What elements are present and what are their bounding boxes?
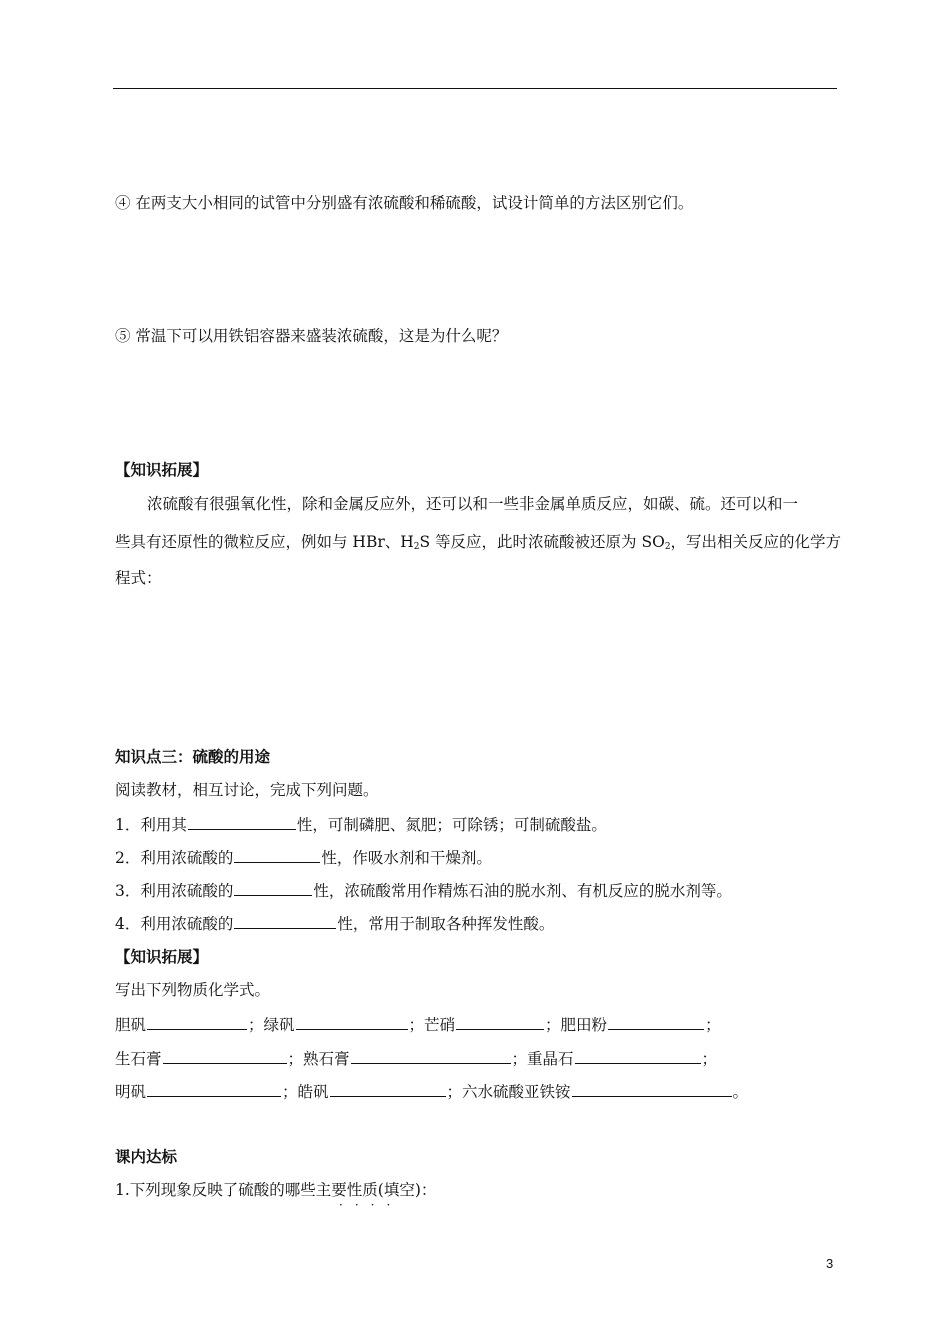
formula-intro: 写出下列物质化学式。 xyxy=(115,981,271,999)
formula-row-2: 生石膏 ；熟石膏 ；重晶石 ； xyxy=(115,1050,718,1068)
extension-text-line-2: 些具有还原性的微粒反应，例如与 HBr、$H_2S$ 等反应，此时浓硫酸被还原为 $SO_2$，写出相关反应的化学方 xyxy=(115,533,842,552)
fill-blank[interactable] xyxy=(575,1048,701,1064)
fill-blank[interactable] xyxy=(330,1081,446,1097)
fill-blank[interactable] xyxy=(234,913,336,929)
extension-heading-2: 【知识拓展】 xyxy=(115,947,209,966)
fill-blank[interactable] xyxy=(296,1014,408,1030)
section-title-kp3: 知识点三：硫酸的用途 xyxy=(115,747,271,766)
fill-blank[interactable] xyxy=(608,1014,704,1030)
fill-blank[interactable] xyxy=(188,814,296,830)
extension-text-line-3: 程式： xyxy=(115,569,162,587)
extension-heading-1: 【知识拓展】 xyxy=(115,460,209,479)
page-number: 3 xyxy=(826,1256,834,1271)
fill-blank[interactable] xyxy=(163,1048,287,1064)
formula-row-1: 胆矾 ；绿矾 ；芒硝 ；肥田粉 ； xyxy=(115,1016,721,1034)
use-item-1: 1．利用其 性，可制磷肥、氮肥；可除锈；可制硫酸盐。 xyxy=(115,816,607,834)
question-4: ④ 在两支大小相同的试管中分别盛有浓硫酸和稀硫酸，试设计简单的方法区别它们。 xyxy=(115,194,694,212)
header-rule xyxy=(113,88,837,89)
fill-blank[interactable] xyxy=(456,1014,544,1030)
fill-blank[interactable] xyxy=(234,880,312,896)
fill-blank[interactable] xyxy=(147,1014,247,1030)
use-item-3: 3．利用浓硫酸的 性，浓硫酸常用作精炼石油的脱水剂、有机反应的脱水剂等。 xyxy=(115,882,732,900)
fill-blank[interactable] xyxy=(351,1048,511,1064)
use-item-4: 4．利用浓硫酸的 性，常用于制取各种挥发性酸。 xyxy=(115,915,555,933)
practice-question-1: 1.下列现象反映了硫酸的哪些主要性质(填空)： xyxy=(115,1181,437,1199)
emphasis-dots: ···· xyxy=(339,1198,403,1212)
use-item-2: 2．利用浓硫酸的 性，作吸水剂和干燥剂。 xyxy=(115,849,492,867)
fill-blank[interactable] xyxy=(234,847,320,863)
formula-row-3: 明矾 ；皓矾 ；六水硫酸亚铁铵 。 xyxy=(115,1083,749,1101)
extension-text-line-1: 浓硫酸有很强氧化性，除和金属反应外，还可以和一些非金属单质反应，如碳、硫。还可以和一 xyxy=(147,495,799,513)
section-intro: 阅读教材，相互讨论，完成下列问题。 xyxy=(115,781,379,799)
practice-title: 课内达标 xyxy=(115,1147,178,1166)
question-5: ⑤ 常温下可以用铁铝容器来盛装浓硫酸，这是为什么呢？ xyxy=(115,327,508,345)
fill-blank[interactable] xyxy=(572,1081,732,1097)
fill-blank[interactable] xyxy=(147,1081,281,1097)
